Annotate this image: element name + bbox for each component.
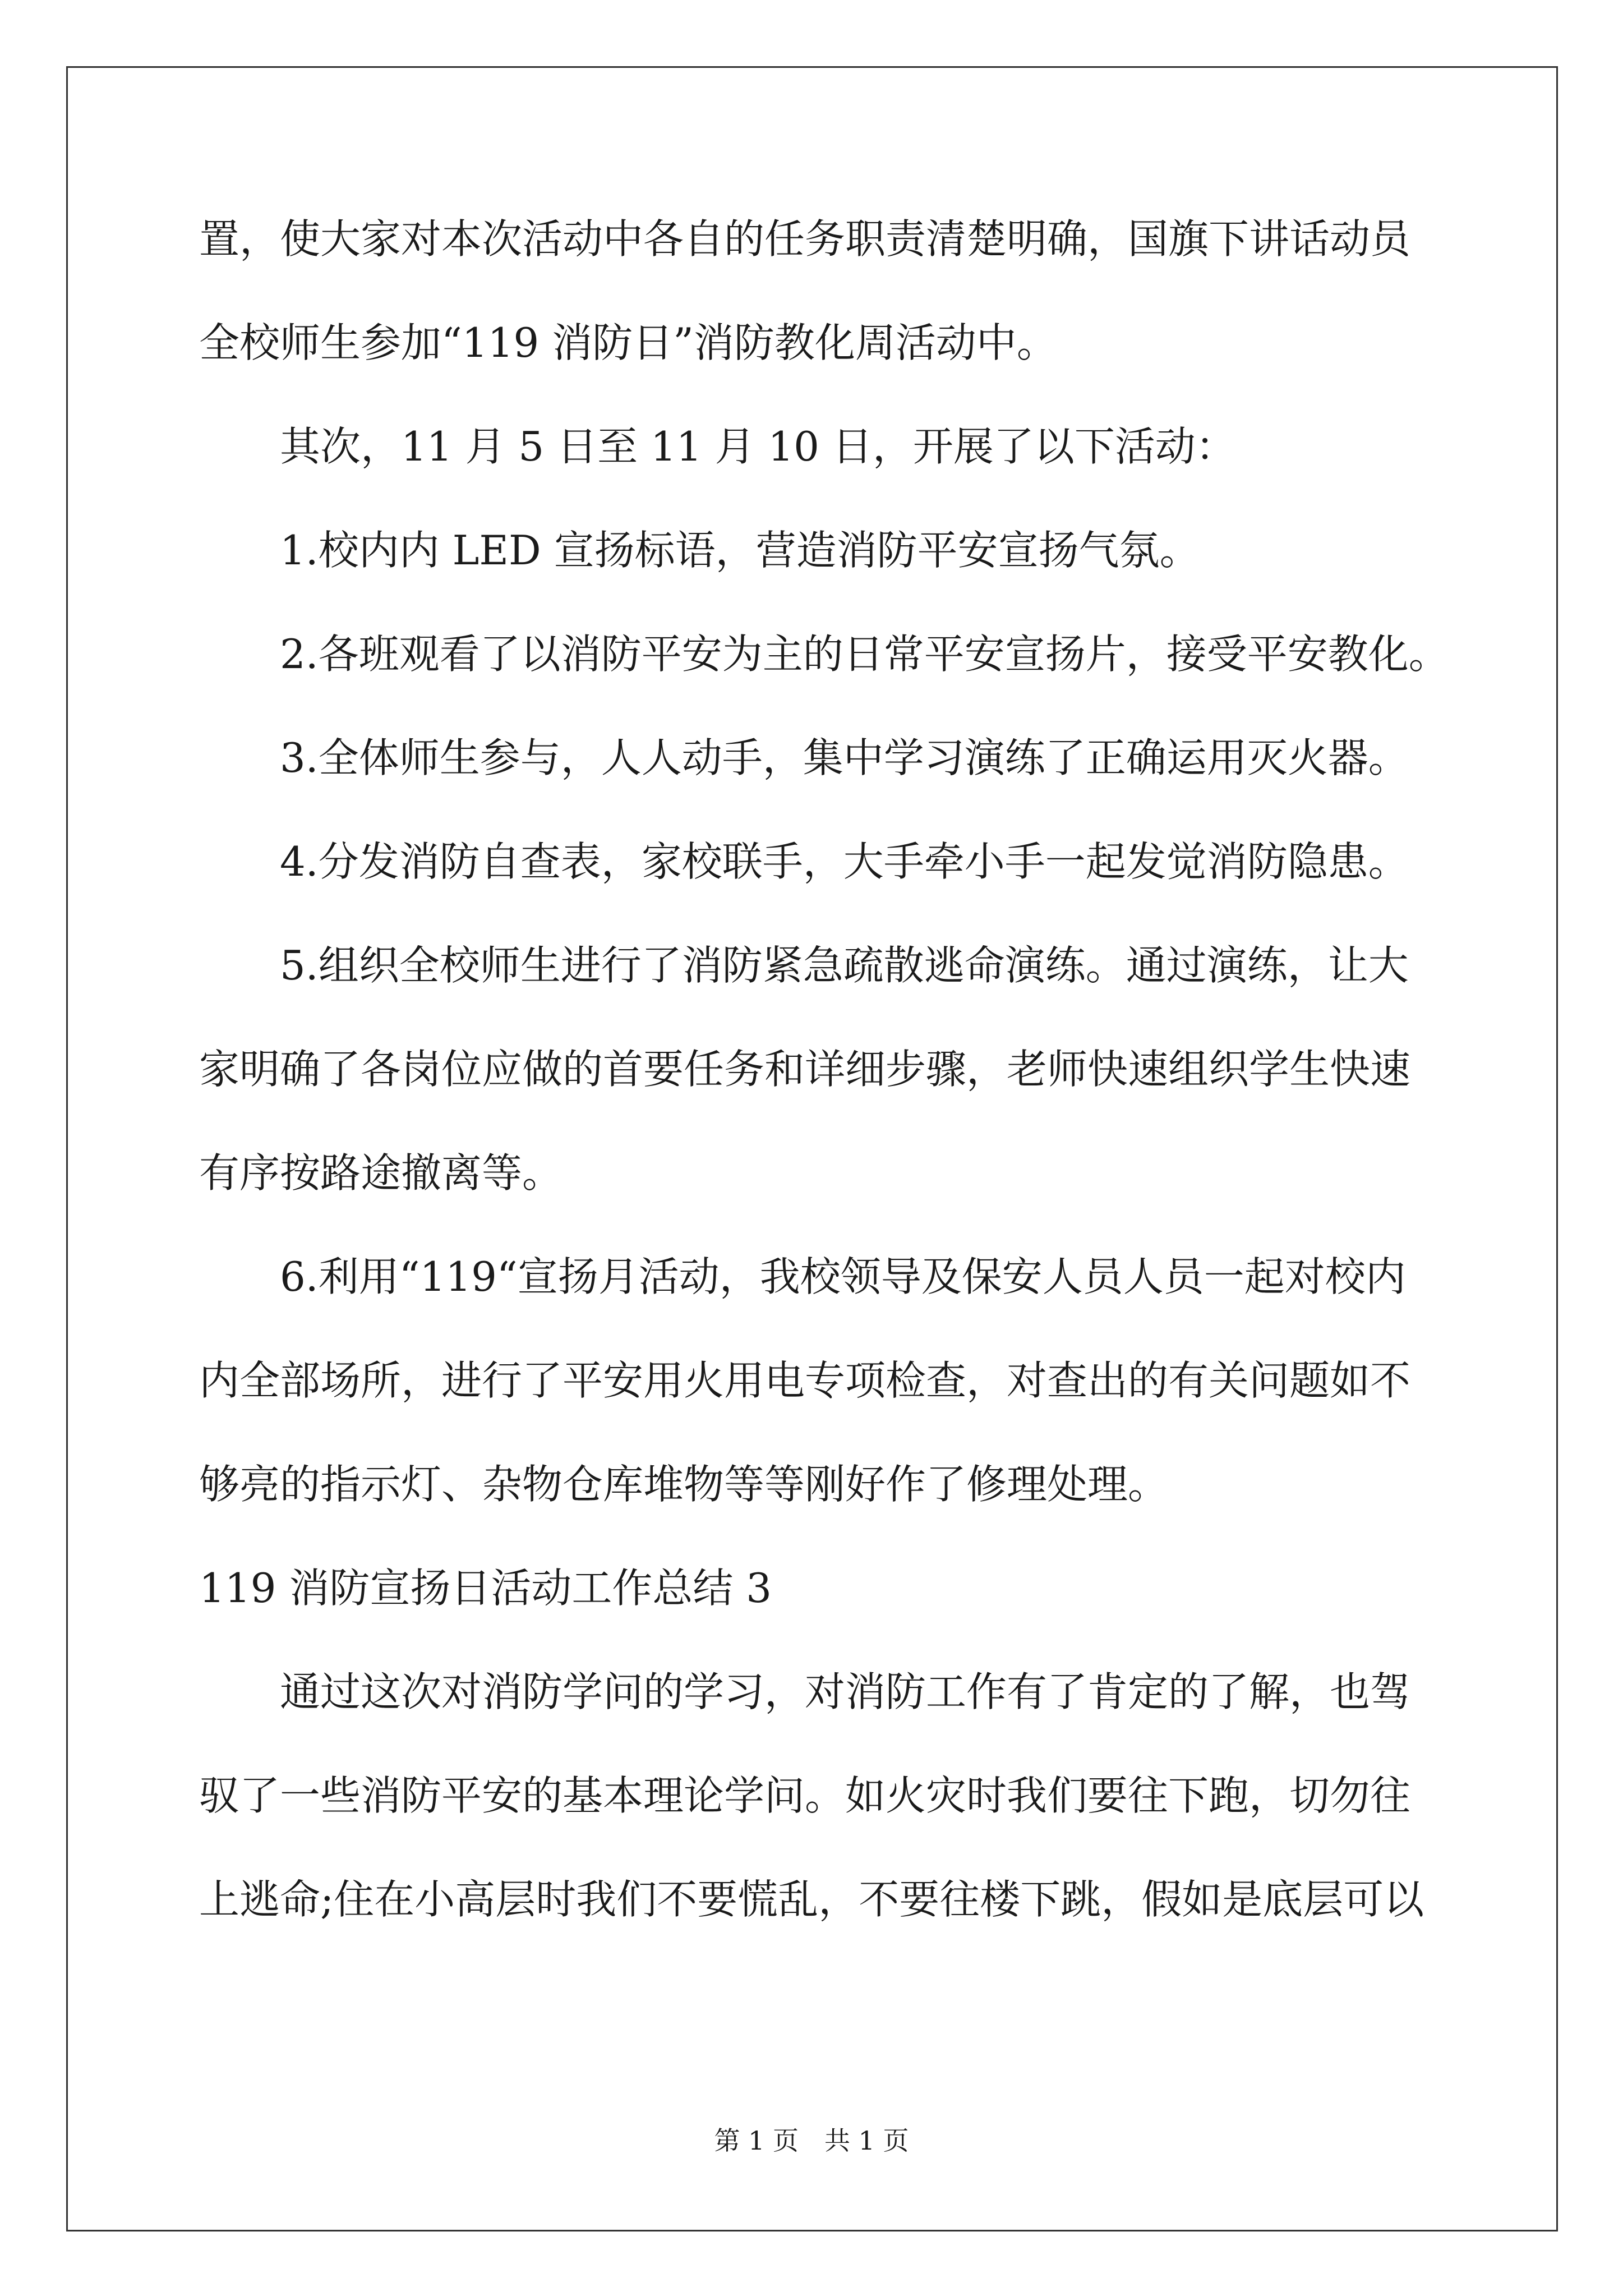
text-line-6: 3.全体师生参与，人人动手，集中学习演练了正确运用灭火器。 xyxy=(280,734,1409,781)
text-line-1: 置，使大家对本次活动中各自的任务职责清楚明确，国旗下讲话动员 xyxy=(199,215,1411,263)
document-body xyxy=(199,215,1449,1983)
page-number-footer: 第 1 页 共 1 页 xyxy=(714,2125,909,2156)
text-line-15: 通过这次对消防学问的学习，对消防工作有了肯定的了解，也驾 xyxy=(280,1668,1411,1715)
text-line-8: 5.组织全校师生进行了消防紧急疏散逃命演练。通过演练，让大 xyxy=(280,942,1409,989)
text-line-11: 6.利用“119“宣扬月活动，我校领导及保安人员人员一起对校内 xyxy=(280,1253,1406,1300)
text-line-17: 上逃命;住在小高层时我们不要慌乱，不要往楼下跳，假如是底层可以 xyxy=(199,1876,1424,1923)
text-line-4: 1.校内内 LED 宣扬标语，营造消防平安宣扬气氛。 xyxy=(280,527,1200,574)
text-line-9: 家明确了各岗位应做的首要任务和详细步骤，老师快速组织学生快速 xyxy=(199,1046,1411,1093)
text-line-3: 其次，11 月 5 日至 11 月 10 日，开展了以下活动： xyxy=(280,423,1236,470)
text-line-10: 有序按路途撤离等。 xyxy=(199,1149,563,1197)
text-line-7: 4.分发消防自查表，家校联手，大手牵小手一起发觉消防隐患。 xyxy=(280,838,1409,885)
text-line-13: 够亮的指示灯、杂物仓库堆物等等刚好作了修理处理。 xyxy=(199,1461,1169,1508)
section-heading: 119 消防宣扬日活动工作总结 3 xyxy=(199,1565,772,1612)
text-line-16: 驭了一些消防平安的基本理论学问。如火灾时我们要往下跑，切勿往 xyxy=(199,1772,1411,1819)
text-line-12: 内全部场所，进行了平安用火用电专项检查，对查出的有关问题如不 xyxy=(199,1357,1411,1404)
text-line-5: 2.各班观看了以消防平安为主的日常平安宣扬片，接受平安教化。 xyxy=(280,631,1449,678)
text-line-2: 全校师生参加“119 消防日”消防教化周活动中。 xyxy=(199,319,1057,366)
